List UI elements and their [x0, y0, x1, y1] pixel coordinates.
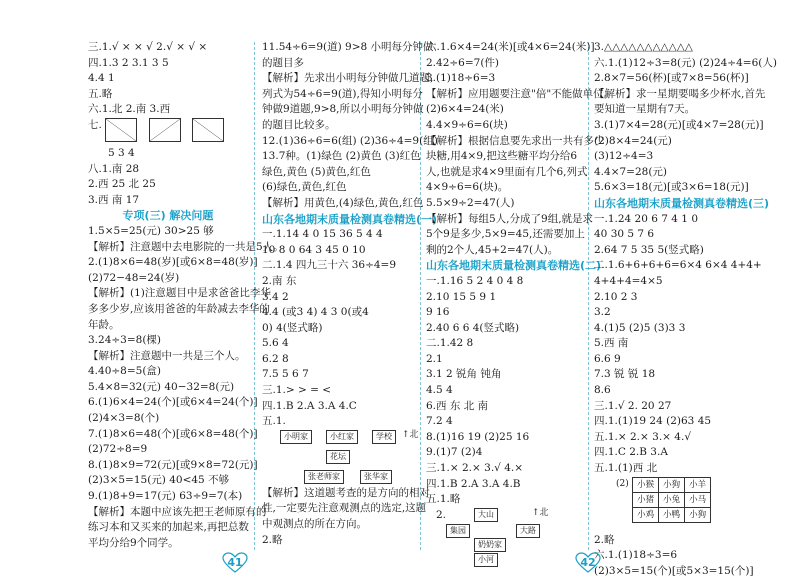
- answer-line: 2.42÷6=7(件): [426, 56, 500, 69]
- answer-line: 六.1.(1)18÷3=6: [594, 549, 678, 562]
- answer-line: 5.6 4: [262, 337, 289, 350]
- answer-line: 4.4×9÷6=6(块): [426, 118, 508, 131]
- answer-line: 一.1.16 5 2 4 0 4 8: [426, 274, 524, 287]
- answer-line: 12.(1)36÷6=6(组) (2)36÷4=9(组): [262, 134, 438, 147]
- page-number-text: 42: [580, 556, 596, 569]
- answer-line: 的题目比较多。: [262, 118, 336, 131]
- grid-cell: 小羊: [685, 477, 711, 492]
- column-divider: [420, 42, 421, 550]
- answer-line: 五.略: [88, 87, 113, 100]
- animal-grid-row: [616, 477, 759, 533]
- grid-cell: 小猴: [633, 477, 659, 492]
- section-title: 专项(三) 解决问题: [122, 209, 214, 223]
- answer-line: 9.(1)7 (2)4: [426, 446, 483, 459]
- section-title: 山东各地期末质量检测真卷精选(三): [594, 196, 770, 210]
- grid-cell: 小猪: [633, 492, 659, 507]
- answer-line: 钟做9道题,9>8,所以小明每分钟做: [262, 103, 424, 116]
- answer-line: 7.(1)8×6=48(个)[或6×8=48(个)]: [88, 427, 258, 440]
- answer-line: (2)3×5=15(元) 40<45 不够: [88, 474, 230, 487]
- answer-line: 【解析】这道题考查的是方向的相对: [262, 486, 430, 499]
- answer-line: 四.1.B 2.A 3.A 4.B: [426, 477, 521, 490]
- map-box: 奶奶家: [474, 538, 506, 552]
- answer-line: 8.(1)8×9=72(元)[或9×8=72(元)]: [88, 458, 258, 471]
- answer-line: 【解析】本题中应该先把王老师原有的: [88, 505, 267, 518]
- answer-line: 【解析】求一星期要喝多少杯水,首先: [594, 87, 766, 100]
- map-box: 小红家: [326, 430, 358, 444]
- answer-line: 7.5 5 6 7: [262, 368, 309, 381]
- answer-line: 8.6: [594, 384, 611, 397]
- answer-line: 2.10 2 3: [594, 290, 638, 303]
- map-box: 花坛: [326, 450, 350, 464]
- answer-line: 6.(1)6×4=24(个)[或6×4=24(个)]: [88, 396, 258, 409]
- answer-line: 2.8×7=56(杯)[或7×8=56(杯)]: [594, 72, 749, 85]
- map-box: 集园: [446, 524, 470, 538]
- map-box: 大路: [516, 524, 540, 538]
- answer-line: 一.1.14 4 0 15 36 5 4 4: [262, 228, 383, 241]
- answer-line: 二.1.6+6+6+6=6×4 6×4 4+4+: [594, 259, 762, 272]
- answer-line: 8.(1)16 19 (2)25 16: [426, 430, 530, 443]
- answer-line: 2.64 7 5 35 5(竖式略): [594, 243, 704, 256]
- answer-line: 4.40÷8=5(盒): [88, 365, 162, 378]
- answer-line: 9 16: [426, 306, 450, 319]
- answer-line: 四.1.C 2.B 3.A: [594, 446, 668, 459]
- answer-line: 五.1.: [262, 415, 286, 428]
- answer-line: 3.24÷3=8(棵): [88, 334, 162, 347]
- answer-line: (2)8×4=24(元): [594, 134, 672, 147]
- answer-line: 【解析】应用题要注意"倍"不能做单位。: [426, 87, 615, 100]
- answer-line: 【解析】先求出小明每分钟做几道题,: [262, 72, 434, 85]
- map-box: 小河: [474, 553, 498, 567]
- answer-line: (6)绿色,黄色,红色: [262, 181, 347, 194]
- figure-row: [88, 118, 248, 146]
- answer-line: 3.1 2 锐角 钝角: [426, 368, 502, 381]
- grid-cell: 小兔: [659, 492, 685, 507]
- answer-line: (3)12÷4=3: [594, 150, 654, 163]
- answer-line: 40 30 5 7 6: [594, 228, 655, 241]
- answer-line: 要知道一星期有7天。: [594, 103, 696, 116]
- answer-line: 【解析】(1)注意题目中是求爸爸比李华: [88, 287, 271, 300]
- section-title: 山东各地期末质量检测真卷精选(一): [262, 212, 438, 226]
- answer-line: 四.1.3 2 3.1 3 5: [88, 56, 169, 69]
- grid-cell: 小马: [685, 492, 711, 507]
- answer-line: 平均分给9个同学。: [88, 536, 179, 549]
- answer-line: 3.西 南 17: [88, 193, 140, 206]
- square-figure: [105, 118, 137, 142]
- answer-line: 0) 4(竖式略): [262, 321, 323, 334]
- answer-line: 5个9是多少,5×9=45,还需要加上: [426, 228, 585, 241]
- answer-line: 【解析】用黄色,(4)绿色,黄色,红色: [262, 196, 424, 209]
- answer-line: (2)6×4=24(米): [426, 103, 504, 116]
- answer-line: 剩的2个人,45+2=47(人)。: [426, 243, 559, 256]
- answer-line: 三.1.√ 2. 20 27: [594, 399, 672, 412]
- column-divider: [588, 42, 589, 550]
- answer-line: 5.4×8=32(元) 40−32=8(元): [88, 380, 235, 393]
- page-number-right: [575, 552, 601, 574]
- answer-line: (2)3×5=15(个)[或5×3=15(个)]: [594, 564, 754, 577]
- answer-line: 练习本和又买来的加起来,再把总数: [88, 521, 249, 534]
- answer-line: 二.1.4 四九三十六 36÷4=9: [262, 259, 397, 272]
- answer-line: 五.1.略: [426, 493, 461, 506]
- answer-line: 2.略: [262, 533, 283, 546]
- answer-line: 2.10 15 5 9 1: [426, 290, 497, 303]
- answer-line: 6.6 9: [594, 352, 621, 365]
- answer-line: 五.1.(1)西 北: [594, 462, 658, 475]
- answer-line: 列式为54÷6=9(道),得知小明每分: [262, 87, 423, 100]
- answer-line: 11.54÷6=9(道) 9>8 小明每分钟做: [262, 41, 434, 53]
- answer-line: 绿色,黄色 (5)黄色,红色: [262, 165, 371, 178]
- answer-line: 5.6×3=18(元)[或3×6=18(元)]: [594, 181, 749, 194]
- answer-line: 5.西 南: [594, 337, 629, 350]
- square-figure: [192, 118, 224, 142]
- answer-line: 2.(1)8×6=48(岁)[或6×8=48(岁)]: [88, 256, 258, 269]
- answer-line: 块糖,用4×9,把这些糖平均分给6: [426, 150, 578, 163]
- answer-line: 性,一定要先注意观测点的选定,这题: [262, 502, 427, 515]
- north-arrow-icon: ↑北: [532, 507, 549, 518]
- page-number-left: [222, 552, 248, 574]
- answer-line: 6.西 东 北 南: [426, 399, 489, 412]
- answer-line: 2.1: [426, 352, 443, 365]
- answer-line: 三.1.× 2.× 3.√ 4.×: [426, 462, 524, 475]
- direction-map: [280, 430, 420, 486]
- answer-line: 八.1.南 28: [88, 162, 140, 175]
- answer-line: 多多少岁,应该用爸爸的年龄减去李华的: [88, 302, 270, 315]
- answer-line: 3.△△△△△△△△△△△: [594, 41, 693, 53]
- page-number-text: 41: [227, 556, 243, 569]
- figure-label: 5 3 4: [108, 146, 135, 159]
- answer-line: 二.1.42 8: [426, 337, 474, 350]
- answer-line: 【解析】注意题中一共是三个人。: [88, 349, 246, 362]
- grid-cell: 小狗: [659, 477, 685, 492]
- answer-line: 四.1.B 2.A 3.A 4.C: [262, 399, 357, 412]
- answer-line: 4×9÷6=6(块)。: [426, 181, 509, 194]
- answer-line: (2)4×3=8(个): [88, 412, 160, 425]
- animal-grid: [632, 477, 711, 523]
- answer-line: 七.: [88, 118, 102, 131]
- answer-line: 三.1.> > = <: [262, 384, 332, 397]
- answer-line: 4+4+4=4×5: [594, 274, 663, 287]
- answer-line: 7.2 4: [426, 415, 453, 428]
- answer-line: 2.南 东: [262, 274, 297, 287]
- map-box: 张华家: [360, 470, 392, 484]
- answer-line: 五.1.× 2.× 3.× 4.√: [594, 430, 692, 443]
- answer-line: 3.4 2: [262, 290, 289, 303]
- map-box: 大山: [474, 508, 498, 522]
- north-label: 北: [539, 507, 549, 518]
- answer-line: 3.(1)18÷6=3: [426, 72, 496, 85]
- answer-line: 7.3 锐 锐 18: [594, 368, 656, 381]
- map-label: 2.: [436, 508, 447, 521]
- answer-line: 3.(1)7×4=28(元)[或4×7=28(元)]: [594, 118, 764, 131]
- answer-line: 人,也就是求4×9里面有几个6,列式: [426, 165, 588, 178]
- section-title: 山东各地期末质量检测真卷精选(二): [426, 259, 602, 273]
- answer-line: 10 8 0 64 3 45 0 10: [262, 243, 366, 256]
- answer-line: 3.2: [594, 306, 611, 319]
- direction-map: [436, 508, 584, 566]
- map-box: 张老师家: [304, 470, 344, 484]
- column-4: [594, 40, 777, 579]
- answer-line: 2.西 25 北 25: [88, 178, 156, 191]
- answer-line: 5.5×9÷2=47(人): [426, 196, 515, 209]
- answer-line: 一.1.24 20 6 7 4 1 0: [594, 212, 699, 225]
- answer-line: 年龄。: [88, 318, 120, 331]
- answer-line: 四.1.(1)19 24 (2)63 45: [594, 415, 712, 428]
- grid-cell: 小鸡: [633, 507, 659, 522]
- answer-line: 六.1.(1)12÷3=8(元) (2)24÷4=6(人): [594, 56, 777, 69]
- answer-line: 【解析】根据信息要先求出一共有多少: [426, 134, 605, 147]
- grid-label: (2): [616, 478, 629, 489]
- answer-line: 4.(1)5 (2)5 (3)3 3: [594, 321, 686, 334]
- answer-line: 4.4×7=28(元): [594, 165, 668, 178]
- answer-line: 三.1.√ × × √ 2.√ × √ ×: [88, 41, 208, 53]
- answer-line: 13.7种。(1)绿色 (2)黄色 (3)红色: [262, 150, 421, 163]
- answer-line: 六.1.北 2.南 3.西: [88, 103, 171, 116]
- grid-cell: 小鸭: [659, 507, 685, 522]
- north-label: 北: [409, 429, 419, 440]
- map-box: 小明家: [280, 430, 312, 444]
- answer-line: 9.(1)8+9=17(元) 63÷9=7(本): [88, 490, 243, 503]
- answer-line: 【解析】注意题中去电影院的一共是5人。: [88, 240, 284, 253]
- answer-line: 6.2 8: [262, 352, 289, 365]
- square-figure: [149, 118, 181, 142]
- answer-line: (2)72−48=24(岁): [88, 271, 180, 284]
- answer-line: 4.5 4: [426, 384, 453, 397]
- answer-line: (2)72÷8=9: [88, 443, 148, 456]
- grid-cell: 小狗: [685, 507, 711, 522]
- answer-line: 1.5×5=25(元) 30>25 够: [88, 224, 214, 237]
- north-arrow-icon: ↑北: [402, 429, 419, 440]
- answer-line: 【解析】每组5人,分成了9组,就是求: [426, 212, 594, 225]
- answer-line: 中观测点的所在方向。: [262, 518, 367, 531]
- map-box: 学校: [372, 430, 396, 444]
- answer-line: 2.40 6 6 4(竖式略): [426, 321, 520, 334]
- answer-line: 4.4 1: [88, 72, 115, 85]
- answer-line: 4.4 (或3 4) 4 3 0(或4: [262, 306, 369, 319]
- answer-line: 2.略: [594, 533, 615, 546]
- answer-line: 的题目多: [262, 56, 304, 69]
- answer-line: 六.1.6×4=24(米)[或4×6=24(米)]: [426, 41, 595, 53]
